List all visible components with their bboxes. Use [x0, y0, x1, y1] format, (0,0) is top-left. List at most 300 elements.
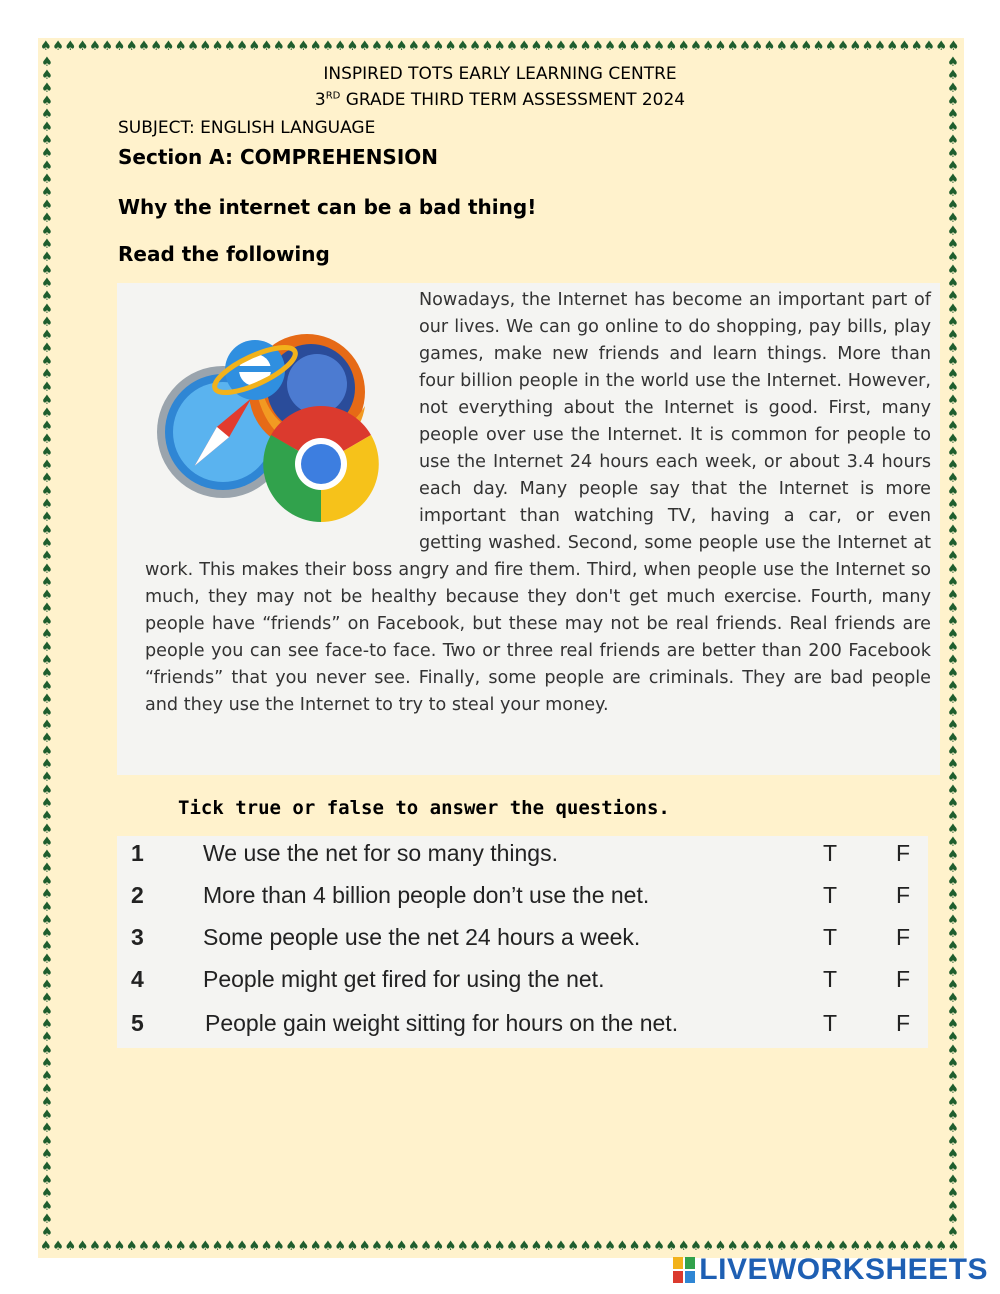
tree-border-icon: ♠	[653, 40, 665, 54]
tree-border-icon: ♠	[41, 510, 53, 525]
tree-border-icon: ♠	[800, 40, 813, 54]
tree-border-icon: ♠	[41, 94, 53, 109]
tree-border-icon: ♠	[542, 40, 555, 54]
tree-border-icon: ♠	[837, 1240, 849, 1254]
tree-border-icon: ♠	[41, 679, 53, 694]
tree-border-icon: ♠	[52, 40, 64, 54]
assessment-title: 3RD GRADE THIRD TERM ASSESSMENT 2024	[314, 90, 686, 110]
tree-border-icon: ♠	[41, 536, 53, 551]
tree-border-icon: ♠	[41, 172, 53, 187]
tree-border-icon: ♠	[41, 250, 53, 265]
chrome-icon	[263, 406, 379, 522]
tree-border-icon: ♠	[41, 523, 53, 538]
tree-border-icon: ♠	[947, 1056, 959, 1071]
tree-border-icon: ♠	[947, 783, 959, 798]
tree-border-icon: ♠	[616, 1240, 629, 1254]
tree-border-icon: ♠	[947, 835, 959, 850]
tree-border-icon: ♠	[947, 1225, 959, 1236]
tree-border-icon: ♠	[947, 1199, 959, 1214]
tree-border-icon: ♠	[788, 1240, 800, 1254]
tree-border-icon: ♠	[947, 1160, 959, 1175]
liveworksheets-icon	[673, 1257, 695, 1283]
tree-border-icon: ♠	[493, 40, 506, 54]
tree-border-icon: ♠	[420, 40, 432, 54]
tree-border-icon: ♠	[41, 809, 53, 824]
tree-border-icon: ♠	[947, 315, 959, 330]
tree-border-icon: ♠	[947, 432, 959, 447]
tree-border-icon: ♠	[628, 40, 641, 54]
tree-border-icon: ♠	[41, 1017, 53, 1032]
question-number: 3	[131, 924, 144, 950]
tree-border-icon: ♠	[947, 146, 959, 161]
tree-border-icon: ♠	[690, 1240, 702, 1254]
tree-border-icon: ♠	[616, 40, 629, 54]
tree-border-icon: ♠	[223, 1240, 236, 1254]
tree-border-icon: ♠	[947, 276, 959, 291]
tree-border-icon: ♠	[825, 40, 837, 54]
tree-border-icon: ♠	[41, 731, 53, 746]
border-right	[946, 56, 960, 1236]
tree-border-icon: ♠	[886, 40, 898, 54]
tree-border-icon: ♠	[41, 588, 53, 603]
tree-border-icon: ♠	[947, 614, 959, 629]
tree-border-icon: ♠	[947, 1108, 959, 1123]
tree-border-icon: ♠	[493, 1240, 506, 1254]
tree-border-icon: ♠	[41, 1108, 53, 1123]
tree-border-icon: ♠	[825, 1240, 837, 1254]
tree-border-icon: ♠	[518, 40, 531, 54]
tree-border-icon: ♠	[947, 718, 959, 733]
tree-border-icon: ♠	[41, 1199, 53, 1214]
tree-border-icon: ♠	[41, 198, 53, 213]
tree-border-icon: ♠	[41, 445, 53, 460]
tree-border-icon: ♠	[861, 40, 874, 54]
false-option[interactable]: F	[896, 1010, 911, 1036]
tree-border-icon: ♠	[604, 40, 616, 54]
false-option[interactable]: F	[896, 966, 911, 992]
tree-border-icon: ♠	[947, 1212, 959, 1227]
tree-border-icon: ♠	[898, 1240, 911, 1254]
tree-border-icon: ♠	[935, 40, 948, 54]
tree-border-icon: ♠	[41, 666, 53, 681]
question-text: Some people use the net 24 hours a week.	[203, 924, 641, 950]
tree-border-icon: ♠	[89, 40, 101, 54]
tree-border-icon: ♠	[530, 40, 543, 54]
tree-border-icon: ♠	[947, 627, 959, 642]
tree-border-icon: ♠	[41, 315, 53, 330]
tree-border-icon: ♠	[567, 1240, 580, 1254]
tree-border-icon: ♠	[947, 1004, 959, 1019]
tree-border-icon: ♠	[849, 1240, 862, 1254]
tree-border-icon: ♠	[41, 1121, 53, 1136]
tree-border-icon: ♠	[41, 887, 53, 902]
tree-border-icon: ♠	[530, 1240, 543, 1254]
true-option[interactable]: T	[823, 882, 838, 908]
tree-border-icon: ♠	[371, 40, 383, 54]
tree-border-icon: ♠	[41, 237, 53, 252]
tree-border-icon: ♠	[41, 1095, 53, 1110]
tree-border-icon: ♠	[947, 68, 959, 83]
tree-border-icon: ♠	[726, 1240, 739, 1254]
tree-border-icon: ♠	[138, 1240, 150, 1254]
question-text: More than 4 billion people don’t use the net.	[203, 882, 650, 908]
tree-border-icon: ♠	[358, 40, 371, 54]
tree-border-icon: ♠	[41, 1043, 53, 1058]
tree-border-icon: ♠	[947, 497, 959, 512]
tree-border-icon: ♠	[248, 1240, 261, 1254]
tree-border-icon: ♠	[322, 1240, 334, 1254]
tree-border-icon: ♠	[947, 40, 960, 54]
tree-border-icon: ♠	[113, 1240, 126, 1254]
tree-border-icon: ♠	[309, 40, 322, 54]
tree-border-icon: ♠	[947, 666, 959, 681]
tree-border-icon: ♠	[947, 1240, 960, 1254]
tree-border-icon: ♠	[41, 1056, 53, 1071]
false-option[interactable]: F	[896, 882, 911, 908]
tree-border-icon: ♠	[947, 874, 959, 889]
tree-border-icon: ♠	[41, 1186, 53, 1201]
tree-border-icon: ♠	[947, 263, 959, 278]
tree-border-icon: ♠	[861, 1240, 874, 1254]
tree-border-icon: ♠	[947, 94, 959, 109]
tree-border-icon: ♠	[947, 56, 959, 70]
tree-border-icon: ♠	[236, 1240, 248, 1254]
tree-border-icon: ♠	[64, 1240, 77, 1254]
tree-border-icon: ♠	[506, 40, 518, 54]
tree-border-icon: ♠	[150, 40, 163, 54]
tree-border-icon: ♠	[64, 40, 77, 54]
tree-border-icon: ♠	[542, 1240, 555, 1254]
tree-border-icon: ♠	[800, 1240, 813, 1254]
tree-border-icon: ♠	[947, 601, 959, 616]
tree-border-icon: ♠	[41, 848, 53, 863]
tree-border-icon: ♠	[41, 744, 53, 759]
tree-border-icon: ♠	[395, 40, 408, 54]
tree-border-icon: ♠	[947, 445, 959, 460]
tree-border-icon: ♠	[309, 1240, 322, 1254]
tree-border-icon: ♠	[947, 770, 959, 785]
tree-border-icon: ♠	[41, 289, 53, 304]
tree-border-icon: ♠	[947, 692, 959, 707]
tree-border-icon: ♠	[41, 484, 53, 499]
tree-border-icon: ♠	[739, 40, 751, 54]
tree-border-icon: ♠	[469, 40, 481, 54]
tree-border-icon: ♠	[273, 1240, 285, 1254]
tree-border-icon: ♠	[947, 380, 959, 395]
tree-border-icon: ♠	[947, 341, 959, 356]
tree-border-icon: ♠	[690, 40, 702, 54]
tree-border-icon: ♠	[947, 510, 959, 525]
tree-border-icon: ♠	[41, 328, 53, 343]
tree-border-icon: ♠	[947, 81, 959, 96]
border-top	[40, 40, 960, 56]
tree-border-icon: ♠	[947, 393, 959, 408]
tree-border-icon: ♠	[41, 991, 53, 1006]
tree-border-icon: ♠	[334, 1240, 347, 1254]
false-option[interactable]: F	[896, 840, 911, 866]
tree-border-icon: ♠	[236, 40, 248, 54]
tree-border-icon: ♠	[739, 1240, 751, 1254]
tree-border-icon: ♠	[41, 276, 53, 291]
tree-border-icon: ♠	[751, 1240, 764, 1254]
question-text: People gain weight sitting for hours on the net.	[205, 1010, 679, 1036]
tree-border-icon: ♠	[947, 1017, 959, 1032]
true-option[interactable]: T	[823, 924, 838, 950]
tree-border-icon: ♠	[334, 40, 347, 54]
tree-border-icon: ♠	[41, 1082, 53, 1097]
liveworksheets-logo[interactable]	[673, 1254, 988, 1286]
tree-border-icon: ♠	[432, 1240, 445, 1254]
tree-border-icon: ♠	[947, 237, 959, 252]
tree-border-icon: ♠	[898, 40, 911, 54]
tree-border-icon: ♠	[383, 1240, 396, 1254]
tree-border-icon: ♠	[407, 1240, 420, 1254]
tree-border-icon: ♠	[947, 536, 959, 551]
tree-border-icon: ♠	[947, 328, 959, 343]
tree-border-icon: ♠	[346, 40, 359, 54]
tree-border-icon: ♠	[260, 1240, 273, 1254]
tree-border-icon: ♠	[41, 549, 53, 564]
tree-border-icon: ♠	[947, 1043, 959, 1058]
tree-border-icon: ♠	[947, 471, 959, 486]
tree-border-icon: ♠	[41, 1147, 53, 1162]
tree-border-icon: ♠	[947, 159, 959, 174]
tree-border-icon: ♠	[641, 40, 653, 54]
question-row-5	[117, 1006, 928, 1046]
tree-border-icon: ♠	[41, 185, 53, 200]
tree-border-icon: ♠	[41, 1160, 53, 1175]
tree-border-icon: ♠	[41, 640, 53, 655]
tree-border-icon: ♠	[910, 40, 923, 54]
tree-border-icon: ♠	[947, 250, 959, 265]
school-name: INSPIRED TOTS EARLY LEARNING CENTRE	[323, 64, 677, 84]
tree-border-icon: ♠	[41, 107, 53, 122]
tree-border-icon: ♠	[726, 40, 739, 54]
tree-border-icon: ♠	[947, 757, 959, 772]
true-option[interactable]: T	[823, 1010, 838, 1036]
tree-border-icon: ♠	[947, 224, 959, 239]
tree-border-icon: ♠	[947, 1082, 959, 1097]
tree-border-icon: ♠	[947, 1147, 959, 1162]
tree-border-icon: ♠	[910, 1240, 923, 1254]
tree-border-icon: ♠	[52, 1240, 64, 1254]
tree-border-icon: ♠	[41, 757, 53, 772]
tree-border-icon: ♠	[41, 302, 53, 317]
tree-border-icon: ♠	[947, 107, 959, 122]
tree-border-icon: ♠	[506, 1240, 518, 1254]
tree-border-icon: ♠	[41, 68, 53, 83]
tree-border-icon: ♠	[223, 40, 236, 54]
tree-border-icon: ♠	[41, 81, 53, 96]
tree-border-icon: ♠	[947, 289, 959, 304]
tree-border-icon: ♠	[41, 432, 53, 447]
tree-border-icon: ♠	[41, 380, 53, 395]
tree-border-icon: ♠	[947, 640, 959, 655]
tree-border-icon: ♠	[555, 1240, 567, 1254]
tree-border-icon: ♠	[947, 1069, 959, 1084]
tree-border-icon: ♠	[947, 809, 959, 824]
tree-border-icon: ♠	[41, 705, 53, 720]
tree-border-icon: ♠	[947, 302, 959, 317]
tree-border-icon: ♠	[947, 731, 959, 746]
tree-border-icon: ♠	[41, 1134, 53, 1149]
tree-border-icon: ♠	[947, 588, 959, 603]
tree-border-icon: ♠	[383, 40, 396, 54]
passage-text: Nowadays, the Internet has become an important part of our lives. We can go online to do shopping, pay bills, play games, make new friends and learn things. More than four billion people in the world use the Internet. However, not everything about the Internet is good. First, many people over use the Internet. It is common for people to use the Internet 24 hours each week, or about 3.4 hours each day. Many people say that the Internet is more important than watching TV, having a car, or even getting washed. Second, some people use the Internet at work. This makes their boss angry and fire them. Third, when people use the Internet so much, they may not be healthy because they don't get much exercise. Fourth, many people have “friends” on Facebook, but these may not be real friends. Real friends are people you can see face-to face. Two or three real friends are better than 200 Facebook “friends” that you never see. Finally, some people are criminals. They are bad people and they use the Internet to try to steal your money.	[145, 290, 931, 715]
tree-border-icon: ♠	[41, 354, 53, 369]
tree-border-icon: ♠	[886, 1240, 898, 1254]
tree-border-icon: ♠	[947, 744, 959, 759]
tree-border-icon: ♠	[469, 1240, 481, 1254]
tree-border-icon: ♠	[41, 796, 53, 811]
tree-border-icon: ♠	[947, 1134, 959, 1149]
tree-border-icon: ♠	[41, 458, 53, 473]
question-row-1	[117, 836, 928, 876]
tree-border-icon: ♠	[677, 1240, 690, 1254]
tree-border-icon: ♠	[41, 861, 53, 876]
tree-border-icon: ♠	[837, 40, 849, 54]
tree-border-icon: ♠	[763, 40, 776, 54]
true-option[interactable]: T	[823, 840, 838, 866]
tree-border-icon: ♠	[947, 900, 959, 915]
tree-border-icon: ♠	[41, 367, 53, 382]
tree-border-icon: ♠	[420, 1240, 432, 1254]
tree-border-icon: ♠	[41, 406, 53, 421]
tree-border-icon: ♠	[76, 40, 89, 54]
tree-border-icon: ♠	[947, 887, 959, 902]
tree-border-icon: ♠	[947, 198, 959, 213]
tree-border-icon: ♠	[41, 978, 53, 993]
tree-border-icon: ♠	[41, 718, 53, 733]
tree-border-icon: ♠	[89, 1240, 101, 1254]
true-option[interactable]: T	[823, 966, 838, 992]
tree-border-icon: ♠	[947, 952, 959, 967]
tree-border-icon: ♠	[947, 1186, 959, 1201]
tree-border-icon: ♠	[947, 120, 959, 135]
tree-border-icon: ♠	[947, 419, 959, 434]
tree-border-icon: ♠	[260, 40, 273, 54]
passage-box	[117, 283, 940, 775]
tree-border-icon: ♠	[187, 40, 199, 54]
tree-border-icon: ♠	[481, 1240, 494, 1254]
tree-border-icon: ♠	[947, 484, 959, 499]
tree-border-icon: ♠	[555, 40, 567, 54]
tree-border-icon: ♠	[101, 40, 113, 54]
tree-border-icon: ♠	[788, 40, 800, 54]
tree-border-icon: ♠	[41, 965, 53, 980]
tree-border-icon: ♠	[567, 40, 580, 54]
question-table	[117, 836, 928, 1048]
tree-border-icon: ♠	[285, 1240, 297, 1254]
tree-border-icon: ♠	[41, 159, 53, 174]
tree-border-icon: ♠	[150, 1240, 163, 1254]
tree-border-icon: ♠	[41, 263, 53, 278]
tree-border-icon: ♠	[41, 1173, 53, 1188]
tree-border-icon: ♠	[947, 172, 959, 187]
tree-border-icon: ♠	[41, 120, 53, 135]
tree-border-icon: ♠	[947, 705, 959, 720]
tree-border-icon: ♠	[41, 1030, 53, 1045]
tree-border-icon: ♠	[947, 1030, 959, 1045]
passage-title: Why the internet can be a bad thing!	[118, 195, 537, 219]
tree-border-icon: ♠	[41, 770, 53, 785]
tree-border-icon: ♠	[947, 991, 959, 1006]
tree-border-icon: ♠	[812, 40, 825, 54]
tree-border-icon: ♠	[591, 1240, 604, 1254]
tree-border-icon: ♠	[41, 835, 53, 850]
tree-border-icon: ♠	[199, 1240, 212, 1254]
tree-border-icon: ♠	[162, 40, 175, 54]
tree-border-icon: ♠	[702, 40, 714, 54]
tree-border-icon: ♠	[41, 133, 53, 148]
tree-border-icon: ♠	[763, 1240, 776, 1254]
tree-border-icon: ♠	[41, 497, 53, 512]
tree-border-icon: ♠	[947, 1173, 959, 1188]
tree-border-icon: ♠	[41, 822, 53, 837]
tree-border-icon: ♠	[591, 40, 604, 54]
tree-border-icon: ♠	[579, 1240, 592, 1254]
tree-border-icon: ♠	[297, 40, 310, 54]
browser-logos-image	[145, 314, 411, 535]
tree-border-icon: ♠	[518, 1240, 531, 1254]
tree-border-icon: ♠	[41, 874, 53, 889]
question-text: We use the net for so many things.	[203, 840, 558, 866]
tree-border-icon: ♠	[874, 40, 886, 54]
tree-border-icon: ♠	[947, 354, 959, 369]
tree-border-icon: ♠	[248, 40, 261, 54]
tree-border-icon: ♠	[775, 1240, 788, 1254]
tree-border-icon: ♠	[923, 40, 935, 54]
tree-border-icon: ♠	[371, 1240, 383, 1254]
tree-border-icon: ♠	[358, 1240, 371, 1254]
tree-border-icon: ♠	[874, 1240, 886, 1254]
tree-border-icon: ♠	[923, 1240, 935, 1254]
tree-border-icon: ♠	[41, 419, 53, 434]
question-number: 4	[131, 966, 144, 992]
tree-border-icon: ♠	[947, 523, 959, 538]
tree-border-icon: ♠	[41, 601, 53, 616]
tree-border-icon: ♠	[41, 211, 53, 226]
tree-border-icon: ♠	[947, 978, 959, 993]
tree-border-icon: ♠	[41, 341, 53, 356]
tree-border-icon: ♠	[41, 1004, 53, 1019]
tree-border-icon: ♠	[947, 133, 959, 148]
false-option[interactable]: F	[896, 924, 911, 950]
question-number: 2	[131, 882, 144, 908]
tree-border-icon: ♠	[41, 952, 53, 967]
tree-border-icon: ♠	[849, 40, 862, 54]
tree-border-icon: ♠	[76, 1240, 89, 1254]
tree-border-icon: ♠	[322, 40, 334, 54]
tree-border-icon: ♠	[947, 926, 959, 941]
section-heading: Section A: COMPREHENSION	[118, 145, 439, 169]
tree-border-icon: ♠	[947, 822, 959, 837]
tree-border-icon: ♠	[41, 224, 53, 239]
tree-border-icon: ♠	[273, 40, 285, 54]
tree-border-icon: ♠	[174, 1240, 187, 1254]
tree-border-icon: ♠	[285, 40, 297, 54]
tree-border-icon: ♠	[346, 1240, 359, 1254]
tree-border-icon: ♠	[444, 40, 457, 54]
tree-border-icon: ♠	[41, 614, 53, 629]
tree-border-icon: ♠	[947, 796, 959, 811]
tree-border-icon: ♠	[947, 406, 959, 421]
tree-border-icon: ♠	[947, 549, 959, 564]
tree-border-icon: ♠	[665, 1240, 678, 1254]
tree-border-icon: ♠	[41, 627, 53, 642]
question-number: 5	[131, 1010, 144, 1036]
tree-border-icon: ♠	[812, 1240, 825, 1254]
